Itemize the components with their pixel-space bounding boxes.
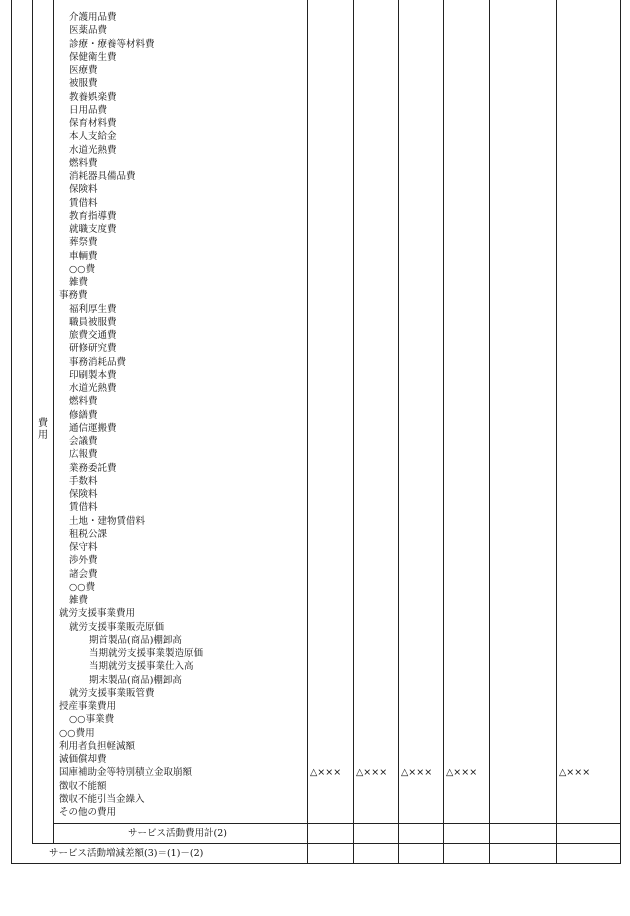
expense-item-label: 会議費 <box>69 436 98 447</box>
expense-item-label: 研修研究費 <box>69 343 117 355</box>
table-row-border <box>32 843 621 844</box>
total-label: サービス活動増減差額(3)＝(1)－(2) <box>49 848 204 859</box>
expense-item-label: 諸会費 <box>69 568 98 580</box>
expense-item-label: 保険料 <box>69 489 98 500</box>
expense-item-label: 徴収不能引当金繰入 <box>59 793 145 805</box>
expense-item-label: 保育材料費 <box>69 118 117 129</box>
expense-item-label: 葬祭費 <box>69 237 98 249</box>
expense-item-label: 職員被服費 <box>69 316 117 328</box>
expense-item-label: 保守料 <box>69 542 98 553</box>
table-column-border <box>307 0 308 863</box>
expense-item-label: 診療・療養等材料費 <box>69 38 155 50</box>
expense-item-label: 徴収不能額 <box>59 780 107 792</box>
expense-item-label: 被服費 <box>69 78 98 90</box>
expense-item-label: 印刷製本費 <box>69 369 117 381</box>
expense-item-label: 授産事業費用 <box>59 701 117 712</box>
expense-item-label: 介護用品費 <box>69 12 117 23</box>
table-column-border <box>53 0 54 823</box>
expense-item-label: 水道光熱費 <box>69 144 117 156</box>
expense-item-label: 渉外費 <box>69 555 98 567</box>
expense-item-label: 保険料 <box>69 184 98 196</box>
expense-item-label: 就労支援事業販売原価 <box>69 621 165 633</box>
expense-item-label: 利用者負担軽減額 <box>59 740 136 752</box>
expense-item-label: ○○事業費 <box>69 714 115 726</box>
table-column-border <box>32 0 33 843</box>
expense-item-label: 当期就労支援事業製造原価 <box>89 648 204 659</box>
expense-item-label: ○○費 <box>69 263 96 275</box>
expense-item-label: 手数料 <box>69 475 98 487</box>
category-label-expenses <box>37 418 49 442</box>
category-char: 用 <box>38 430 48 441</box>
expense-item-label: 通信運搬費 <box>69 422 117 434</box>
expense-item-label: 医薬品費 <box>69 25 108 37</box>
expense-item-label: 事務消耗品費 <box>69 356 127 368</box>
table-column-border <box>489 0 490 863</box>
expense-item-label: 就労支援事業費用 <box>59 608 136 620</box>
table-column-border <box>443 0 444 863</box>
amount-cell: △××× <box>559 767 591 779</box>
table-column-border <box>556 0 557 863</box>
expense-item-label: 減価償却費 <box>59 754 107 765</box>
expense-item-label: 広報費 <box>69 449 98 461</box>
expense-item-label: 事務費 <box>59 290 88 302</box>
expense-item-label: 医療費 <box>69 65 98 76</box>
expense-item-label: 水道光熱費 <box>69 383 117 394</box>
expense-item-label: ○○費用 <box>59 727 95 739</box>
expense-item-label: 期末製品(商品)棚卸高 <box>89 674 182 686</box>
expense-item-label: 車輌費 <box>69 250 98 262</box>
expense-item-label: 燃料費 <box>69 396 98 408</box>
table-column-border <box>620 0 621 863</box>
expense-item-label: 教養娯楽費 <box>69 91 117 103</box>
expense-item-label: ○○費 <box>69 581 96 593</box>
table-row-border <box>11 863 621 864</box>
expense-item-label: 本人支給金 <box>69 131 117 143</box>
expense-item-label: 賃借料 <box>69 502 98 514</box>
amount-cell: △××× <box>310 767 342 779</box>
expense-item-label: 就労支援事業販管費 <box>69 687 155 699</box>
expense-item-label: 国庫補助金等特別積立金取崩額 <box>59 767 193 779</box>
table-column-border <box>398 0 399 863</box>
expense-item-label: 修繕費 <box>69 409 98 421</box>
category-char: 費 <box>38 418 48 429</box>
expense-item-label: 賃借料 <box>69 197 98 209</box>
amount-cell: △××× <box>356 767 388 779</box>
expense-item-label: 保健衛生費 <box>69 51 117 63</box>
subtotal-label: サービス活動費用計(2) <box>128 828 227 839</box>
table-column-border <box>11 0 12 863</box>
expense-item-label: 土地・建物賃借料 <box>69 515 146 527</box>
expense-item-label: 期首製品(商品)棚卸高 <box>89 634 182 646</box>
expense-item-label: 就職支度費 <box>69 224 117 235</box>
expense-item-label: 福利厚生費 <box>69 303 117 315</box>
expense-item-label: 業務委託費 <box>69 462 117 474</box>
expense-item-label: 消耗器具備品費 <box>69 171 136 182</box>
amount-cell: △××× <box>401 767 433 779</box>
table-column-border <box>53 823 54 843</box>
expense-item-label: 日用品費 <box>69 104 108 116</box>
expense-item-label: 租税公課 <box>69 528 108 540</box>
expense-item-label: 雑費 <box>69 595 89 606</box>
expense-item-label: 教育指導費 <box>69 210 117 222</box>
amount-cell: △××× <box>446 767 478 779</box>
table-row-border <box>53 823 621 824</box>
expense-item-label: 当期就労支援事業仕入高 <box>89 661 194 673</box>
expense-item-label: 燃料費 <box>69 157 98 169</box>
expense-item-label: 雑費 <box>69 277 89 288</box>
expense-item-label: その他の費用 <box>59 807 117 818</box>
expense-item-label: 旅費交通費 <box>69 330 117 341</box>
table-column-border <box>353 0 354 863</box>
